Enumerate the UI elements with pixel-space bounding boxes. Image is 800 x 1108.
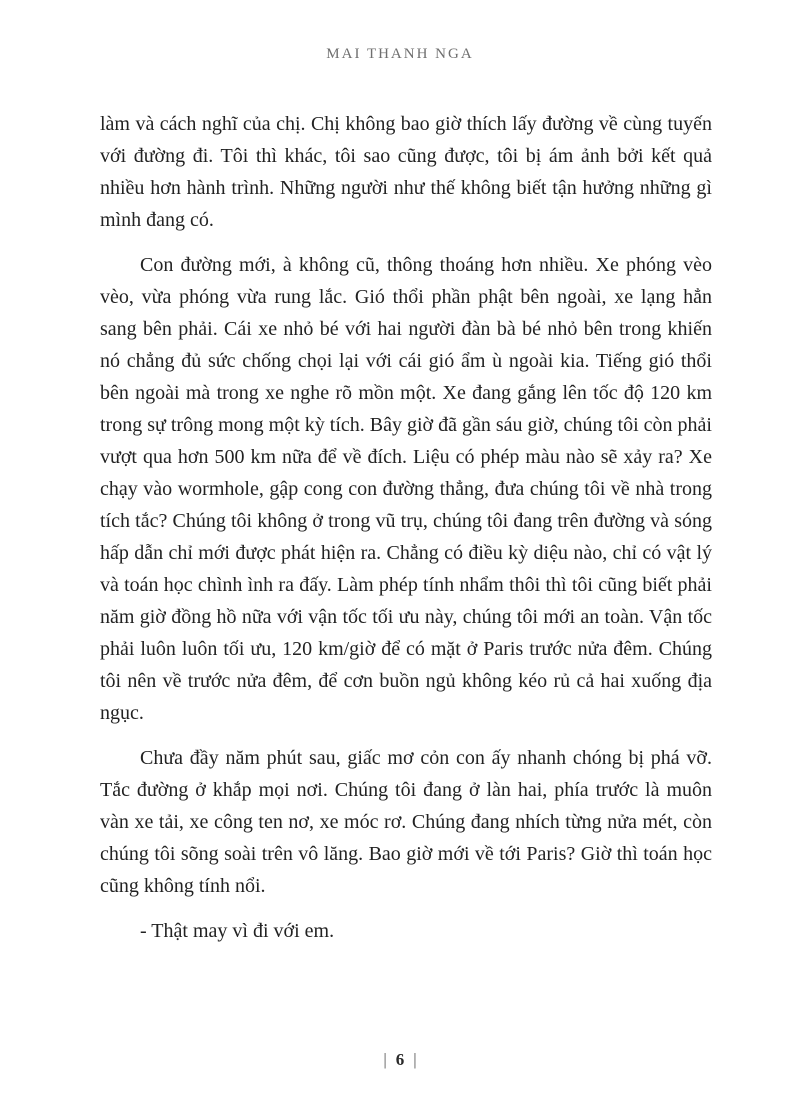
footer-bar-left: | <box>383 1050 387 1069</box>
page-number: 6 <box>395 1050 405 1069</box>
paragraph: Chưa đầy năm phút sau, giấc mơ cỏn con ấy nhanh chóng bị phá vỡ. Tắc đường ở khắp mọi nơi. Chúng tôi đang ở làn hai, phía trước là muôn vàn xe tải, xe công ten nơ, xe móc rơ. Chúng đang nhích từng nửa mét, còn chúng tôi sõng soài trên vô lăng. Bao giờ mới về tới Paris? Giờ thì toán học cũng không tính nổi. <box>100 747 712 897</box>
footer-bar-right: | <box>413 1050 417 1069</box>
page-footer <box>0 1050 800 1070</box>
page-body <box>100 108 712 960</box>
running-head-author: MAI THANH NGA <box>326 46 474 62</box>
paragraph-dialogue: - Thật may vì đi với em. <box>140 920 335 942</box>
paragraph: Con đường mới, à không cũ, thông thoáng hơn nhiều. Xe phóng vèo vèo, vừa phóng vừa rung lắc. Gió thổi phần phật bên ngoài, xe lạng hẳn sang bên phải. Cái xe nhỏ bé với hai người đàn bà bé nhỏ bên trong khiến nó chẳng đủ sức chống chọi lại với cái gió ẩm ù ngoài kia. Tiếng gió thổi bên ngoài mà trong xe nghe rõ mồn một. Xe đang gắng lên tốc độ 120 km trong sự trông mong một kỳ tích. Bây giờ đã gần sáu giờ, chúng tôi còn phải vượt qua hơn 500 km nữa để về đích. Liệu có phép màu nào sẽ xảy ra? Xe chạy vào wormhole, gập cong con đường thẳng, đưa chúng tôi về nhà trong tích tắc? Chúng tôi không ở trong vũ trụ, chúng tôi đang trên đường và sóng hấp dẫn chỉ mới được phát hiện ra. Chẳng có điều kỳ diệu nào, chỉ có vật lý và toán học chình ình ra đấy. Làm phép tính nhẩm thôi thì tôi cũng biết phải năm giờ đồng hồ nữa với vận tốc tối ưu này, chúng tôi mới an toàn. Vận tốc phải luôn luôn tối ưu, 120 km/giờ để có mặt ở Paris trước nửa đêm. Chúng tôi nên về trước nửa đêm, để cơn buồn ngủ không kéo rủ cả hai xuống địa ngục. <box>100 254 712 724</box>
paragraph-continuation: làm và cách nghĩ của chị. Chị không bao giờ thích lấy đường về cùng tuyến với đường đi. Tôi thì khác, tôi sao cũng được, tôi bị ám ảnh bởi kết quả nhiều hơn hành trình. Những người như thế không biết tận hưởng những gì mình đang có. <box>100 113 712 231</box>
